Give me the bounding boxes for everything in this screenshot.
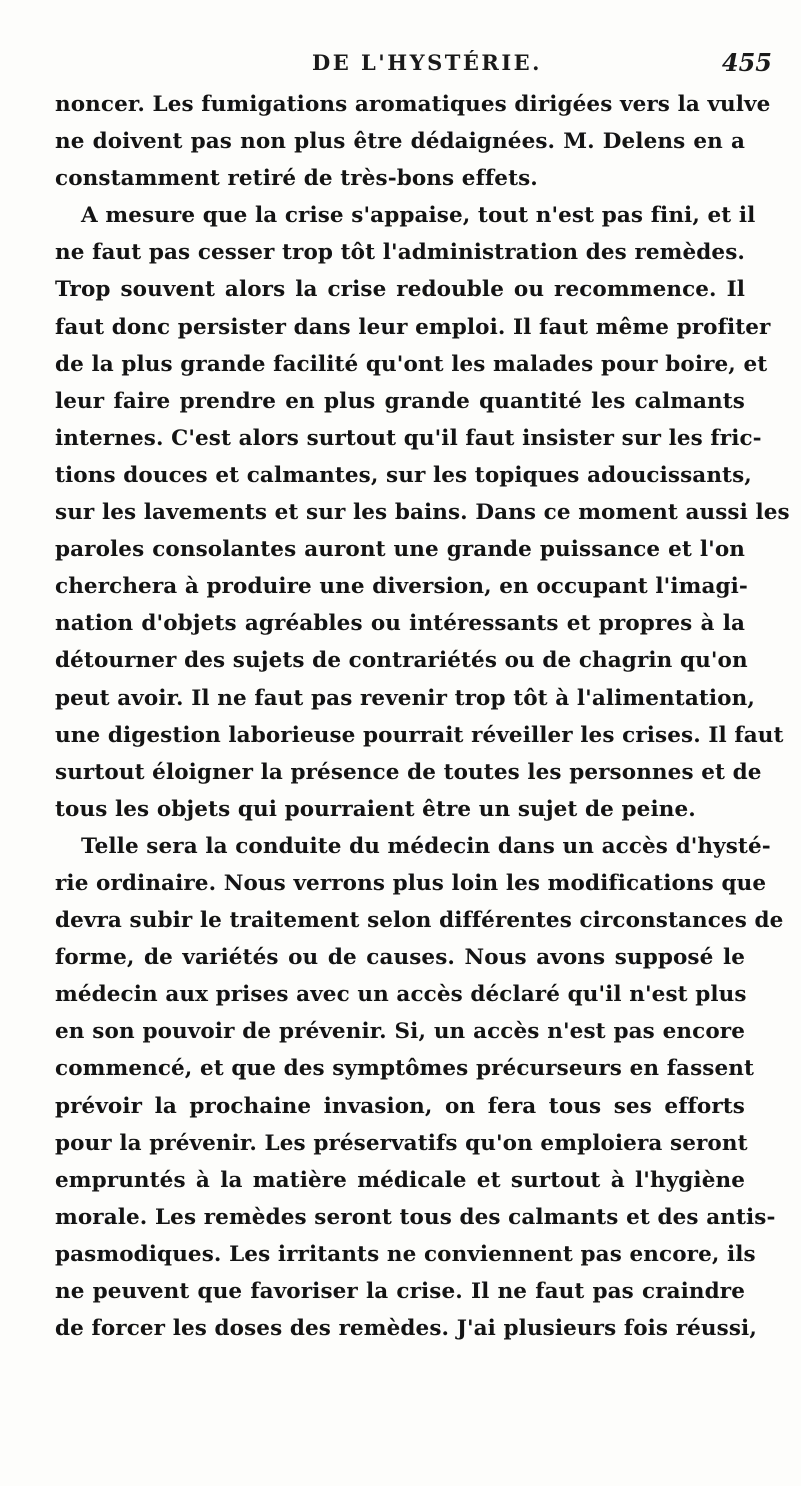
text-line: Trop souvent alors la crise redouble ou recommence. Il: [55, 277, 745, 303]
text-line: morale. Les remèdes seront tous des calmants et des antis-: [55, 1204, 776, 1230]
text-line: cherchera à produire une diversion, en occupant l'imagi-: [55, 574, 748, 600]
text-line: ne peuvent que favoriser la crise. Il ne faut pas craindre: [55, 1279, 745, 1304]
text-line: médecin aux prises avec un accès déclaré qu'il n'est plus: [55, 982, 747, 1008]
text-line: surtout éloigner la présence de toutes les personnes et de: [55, 759, 762, 785]
running-header: [82, 50, 772, 84]
text-line: leur faire prendre en plus grande quantité les calmants: [55, 388, 745, 414]
text-line: pasmodiques. Les irritants ne conviennent pas encore, ils: [55, 1241, 756, 1267]
text-line: noncer. Les fumigations aromatiques dirigées vers la vulve: [55, 92, 771, 117]
text-line: une digestion laborieuse pourrait réveiller les crises. Il faut: [55, 722, 784, 748]
page-number: 455: [721, 48, 772, 77]
text-line: ne faut pas cesser trop tôt l'administration des remèdes.: [55, 240, 745, 266]
text-line: paroles consolantes auront une grande puissance et l'on: [55, 537, 745, 563]
text-line: Telle sera la conduite du médecin dans un accès d'hysté-: [81, 833, 771, 859]
body-text: [55, 86, 790, 1347]
text-line: commencé, et que des symptômes précurseurs en fassent: [55, 1056, 755, 1082]
text-line: empruntés à la matière médicale et surtout à l'hygiène: [55, 1167, 745, 1193]
running-title: DE L'HYSTÉRIE.: [312, 50, 542, 75]
text-line: A mesure que la crise s'appaise, tout n'est pas fini, et il: [81, 203, 756, 229]
text-line: constamment retiré de très-bons effets.: [55, 166, 538, 192]
text-line: devra subir le traitement selon différentes circonstances de: [55, 908, 784, 934]
text-line: tions douces et calmantes, sur les topiques adoucissants,: [55, 462, 752, 488]
text-line: de forcer les doses des remèdes. J'ai plusieurs fois réussi,: [55, 1316, 757, 1342]
text-line: sur les lavements et sur les bains. Dans ce moment aussi les: [55, 500, 790, 526]
text-line: faut donc persister dans leur emploi. Il faut même profiter: [55, 314, 771, 340]
text-line: ne doivent pas non plus être dédaignées. M. Delens en a: [55, 129, 745, 155]
text-line: forme, de variétés ou de causes. Nous avons supposé le: [55, 945, 745, 971]
text-line: prévoir la prochaine invasion, on fera tous ses efforts: [55, 1093, 745, 1119]
text-line: en son pouvoir de prévenir. Si, un accès n'est pas encore: [55, 1019, 745, 1045]
text-line: tous les objets qui pourraient être un sujet de peine.: [55, 796, 696, 822]
text-line: rie ordinaire. Nous verrons plus loin les modifications que: [55, 870, 767, 896]
text-line: pour la prévenir. Les préservatifs qu'on emploiera seront: [55, 1130, 748, 1156]
text-line: de la plus grande facilité qu'ont les malades pour boire, et: [55, 351, 768, 377]
text-line: nation d'objets agréables ou intéressants et propres à la: [55, 611, 745, 637]
text-line: détourner des sujets de contrariétés ou de chagrin qu'on: [55, 648, 748, 674]
text-line: peut avoir. Il ne faut pas revenir trop tôt à l'alimentation,: [55, 685, 755, 711]
text-line: internes. C'est alors surtout qu'il faut insister sur les fric-: [55, 425, 762, 451]
